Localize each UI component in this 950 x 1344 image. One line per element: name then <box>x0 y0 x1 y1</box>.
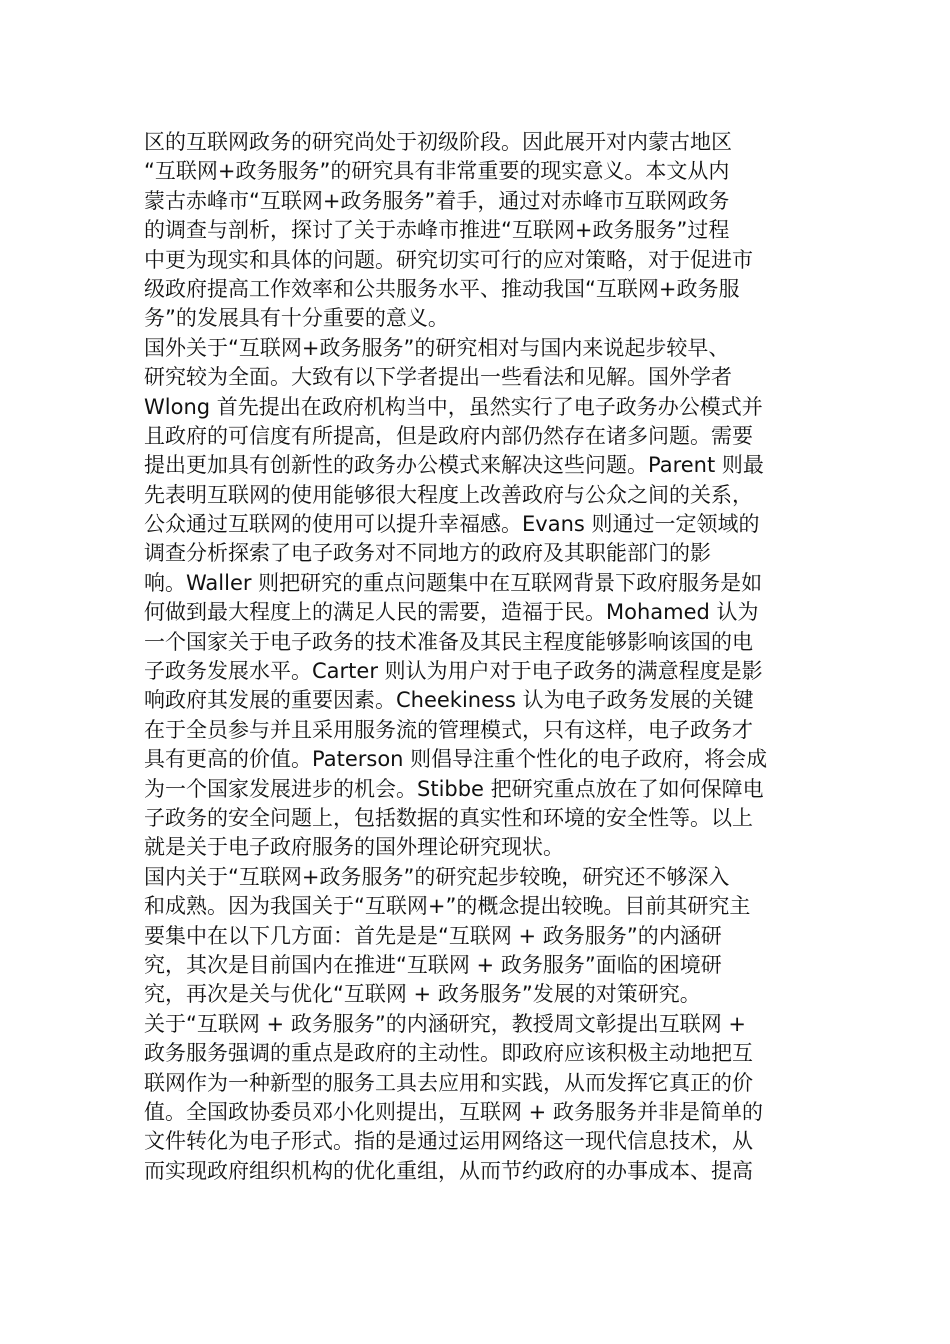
text-line: 研究较为全面。大致有以下学者提出一些看法和见解。国外学者 <box>144 365 732 390</box>
text-line: 和成熟。因为我国关于“互联网+”的概念提出较晚。目前其研究主 <box>144 894 751 919</box>
text-line: 何做到最大程度上的满足人民的需要，造福于民。Mohamed 认为 <box>144 600 759 625</box>
text-line: 联网作为一种新型的服务工具去应用和实践，从而发挥它真正的价 <box>144 1070 753 1095</box>
text-line: 先表明互联网的使用能够很大程度上改善政府与公众之间的关系， <box>144 482 753 507</box>
text-line: 国外关于“互联网+政务服务”的研究相对与国内来说起步较早、 <box>144 335 730 360</box>
text-line: 政务服务强调的重点是政府的主动性。即政府应该积极主动地把互 <box>144 1041 753 1066</box>
body-text <box>144 128 816 1186</box>
text-line: 究，再次是关与优化“互联网 + 政务服务”发展的对策研究。 <box>144 982 701 1007</box>
text-line: 为一个国家发展进步的机会。Stibbe 把研究重点放在了如何保障电 <box>144 776 764 801</box>
text-line: 务”的发展具有十分重要的意义。 <box>144 306 449 331</box>
text-line: 一个国家关于电子政务的技术准备及其民主程度能够影响该国的电 <box>144 629 753 654</box>
text-line: 调查分析探索了电子政务对不同地方的政府及其职能部门的影 <box>144 541 711 566</box>
text-line: “互联网+政务服务”的研究具有非常重要的现实意义。本文从内 <box>144 159 730 184</box>
text-line: 具有更高的价值。Paterson 则倡导注重个性化的电子政府，将会成 <box>144 747 768 772</box>
text-line: 提出更加具有创新性的政务办公模式来解决这些问题。Parent 则最 <box>144 453 764 478</box>
text-line: 的调查与剖析，探讨了关于赤峰市推进“互联网+政务服务”过程 <box>144 218 730 243</box>
text-line: 而实现政府组织机构的优化重组，从而节约政府的办事成本、提高 <box>144 1158 753 1183</box>
text-line: 国内关于“互联网+政务服务”的研究起步较晚，研究还不够深入 <box>144 864 730 889</box>
text-line: 且政府的可信度有所提高，但是政府内部仍然存在诸多问题。需要 <box>144 423 753 448</box>
text-line: Wlong 首先提出在政府机构当中，虽然实行了电子政务办公模式并 <box>144 394 763 419</box>
text-line: 要集中在以下几方面：首先是是“互联网 + 政务服务”的内涵研 <box>144 923 722 948</box>
text-line: 子政务发展水平。Carter 则认为用户对于电子政务的满意程度是影 <box>144 659 763 684</box>
text-line: 响政府其发展的重要因素。Cheekiness 认为电子政务发展的关键 <box>144 688 754 713</box>
text-line: 在于全员参与并且采用服务流的管理模式，只有这样，电子政务才 <box>144 717 753 742</box>
text-line: 中更为现实和具体的问题。研究切实可行的应对策略，对于促进市 <box>144 247 753 272</box>
text-line: 蒙古赤峰市“互联网+政务服务”着手，通过对赤峰市互联网政务 <box>144 188 730 213</box>
text-line: 究，其次是目前国内在推进“互联网 + 政务服务”面临的困境研 <box>144 952 722 977</box>
text-line: 级政府提高工作效率和公共服务水平、推动我国“互联网+政务服 <box>144 276 740 301</box>
text-line: 子政务的安全问题上，包括数据的真实性和环境的安全性等。以上 <box>144 805 753 830</box>
text-line: 公众通过互联网的使用可以提升幸福感。Evans 则通过一定领域的 <box>144 512 760 537</box>
text-line: 文件转化为电子形式。指的是通过运用网络这一现代信息技术，从 <box>144 1129 753 1154</box>
text-line: 关于“互联网 + 政务服务”的内涵研究，教授周文彰提出互联网 + <box>144 1011 746 1036</box>
text-line: 响。Waller 则把研究的重点问题集中在互联网背景下政府服务是如 <box>144 570 763 595</box>
text-line: 值。全国政协委员邓小化则提出，互联网 + 政务服务并非是简单的 <box>144 1099 763 1124</box>
text-line: 就是关于电子政府服务的国外理论研究现状。 <box>144 835 564 860</box>
text-line: 区的互联网政务的研究尚处于初级阶段。因此展开对内蒙古地区 <box>144 130 732 154</box>
